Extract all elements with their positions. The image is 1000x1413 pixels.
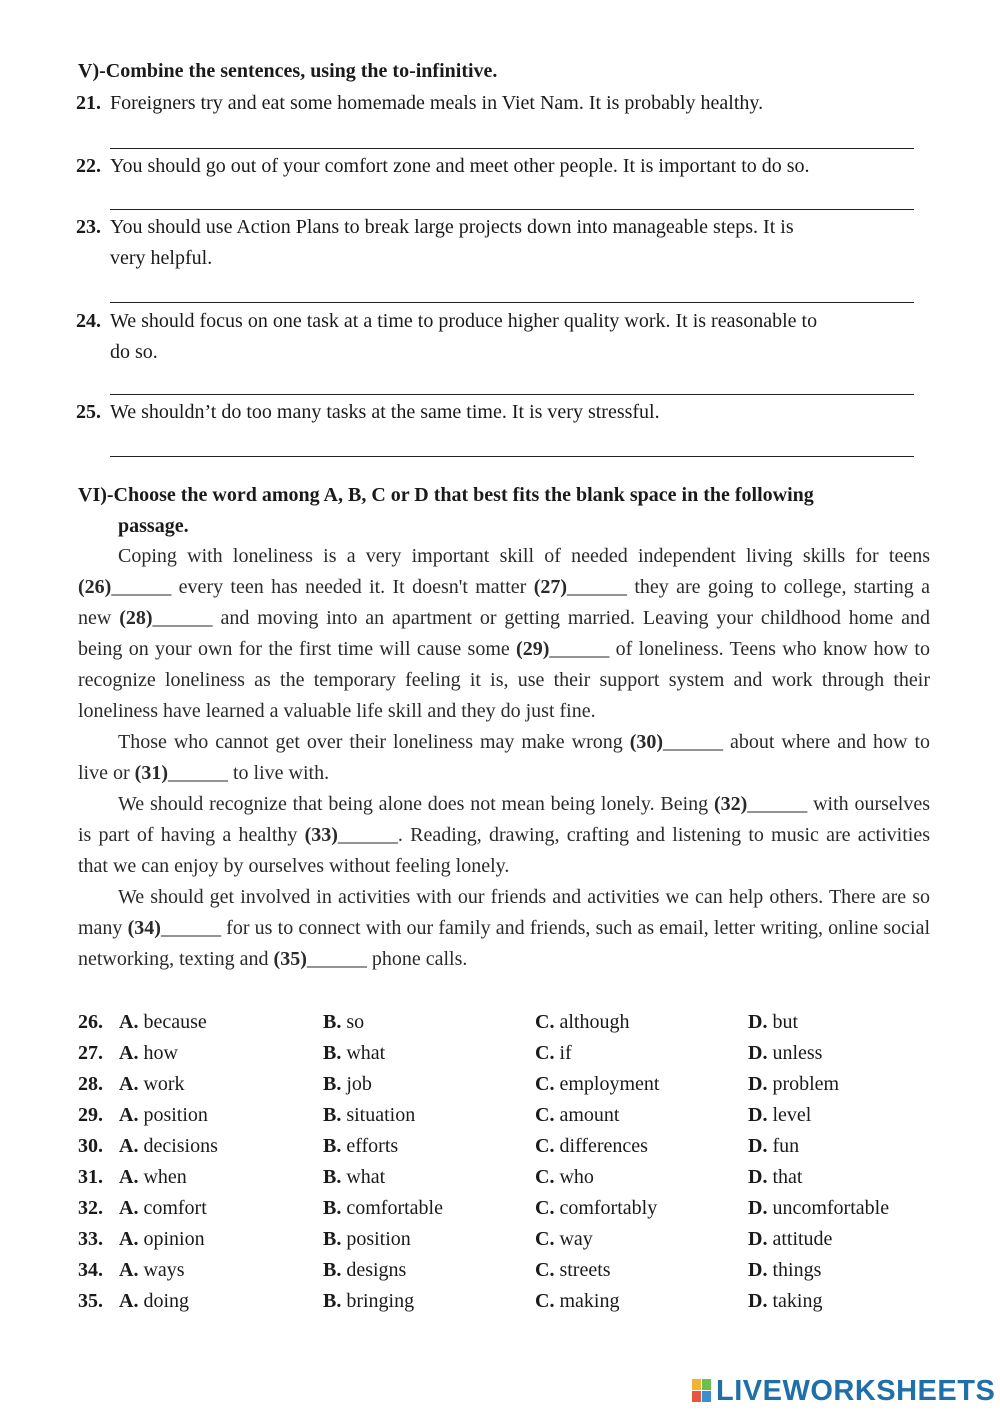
question-number: 24. (76, 310, 101, 332)
answer-input-21[interactable] (110, 124, 914, 149)
blank-26[interactable]: (26) (78, 576, 112, 598)
option-number: 33. (78, 1228, 103, 1250)
option-number: 28. (78, 1073, 103, 1095)
question-text: You should use Action Plans to break large projects down into manageable steps. It is (110, 216, 794, 238)
option-number: 32. (78, 1197, 103, 1219)
option-a[interactable]: A. work (119, 1073, 185, 1095)
option-c[interactable]: C. employment (535, 1073, 660, 1095)
option-a[interactable]: A. because (119, 1011, 207, 1033)
option-b[interactable]: B. efforts (323, 1135, 399, 1157)
option-d[interactable]: D. taking (748, 1290, 823, 1312)
question-24 (76, 306, 932, 368)
option-d[interactable]: D. things (748, 1259, 822, 1281)
section-6-heading-line2: passage. (118, 515, 189, 537)
question-number: 21. (76, 92, 101, 114)
blank-29[interactable]: (29) (516, 638, 550, 660)
option-d[interactable]: D. that (748, 1166, 803, 1188)
passage-paragraph-4: We should get involved in activities with our friends and activities we can help others. There are so many (34)______ for us to connect with our family and friends, such as email, letter writing, online social networking, texting and (35)______ phone calls. (78, 886, 930, 970)
option-d[interactable]: D. level (748, 1104, 812, 1126)
question-25 (76, 397, 932, 428)
section-5-heading: V)-Combine the sentences, using the to-infinitive. (78, 60, 498, 82)
options-row-34 (78, 1259, 938, 1290)
option-number: 35. (78, 1290, 103, 1312)
question-text: Foreigners try and eat some homemade meals in Viet Nam. It is probably healthy. (110, 92, 764, 114)
answer-input-22[interactable] (110, 185, 914, 210)
passage-paragraph-2: Those who cannot get over their loneliness may make wrong (30)______ about where and how to live or (31)______ to live with. (78, 731, 931, 784)
option-a[interactable]: A. doing (119, 1290, 190, 1312)
question-22 (76, 151, 932, 182)
options-row-26 (78, 1011, 938, 1042)
options-row-33 (78, 1228, 938, 1259)
option-a[interactable]: A. decisions (119, 1135, 218, 1157)
option-b[interactable]: B. position (323, 1228, 411, 1250)
option-number: 30. (78, 1135, 103, 1157)
blank-27[interactable]: (27) (533, 576, 568, 598)
option-a[interactable]: A. position (119, 1104, 208, 1126)
options-row-27 (78, 1042, 938, 1073)
question-text-continued: do so. (110, 341, 158, 363)
liveworksheets-logo-text: LIVEWORKSHEETS (716, 1375, 996, 1407)
option-d[interactable]: D. unless (748, 1042, 823, 1064)
option-number: 31. (78, 1166, 103, 1188)
options-row-28 (78, 1073, 938, 1104)
option-d[interactable]: D. problem (748, 1073, 840, 1095)
option-number: 29. (78, 1104, 103, 1126)
question-text: You should go out of your comfort zone and meet other people. It is important to do so. (110, 155, 810, 177)
option-d[interactable]: D. attitude (748, 1228, 833, 1250)
question-23 (76, 212, 932, 274)
option-number: 34. (78, 1259, 103, 1281)
options-row-35 (78, 1290, 938, 1321)
option-b[interactable]: B. comfortable (323, 1197, 443, 1219)
question-text-continued: very helpful. (110, 247, 213, 269)
option-b[interactable]: B. bringing (323, 1290, 415, 1312)
question-number: 25. (76, 401, 101, 423)
question-text: We shouldn’t do too many tasks at the same time. It is very stressful. (110, 401, 660, 423)
option-a[interactable]: A. comfort (119, 1197, 207, 1219)
option-c[interactable]: C. although (535, 1011, 630, 1033)
option-b[interactable]: B. what (323, 1166, 386, 1188)
section-6-heading (78, 480, 930, 542)
options-row-30 (78, 1135, 938, 1166)
option-number: 27. (78, 1042, 103, 1064)
option-d[interactable]: D. but (748, 1011, 799, 1033)
blank-30[interactable]: (30) (629, 731, 664, 753)
option-c[interactable]: C. way (535, 1228, 593, 1250)
option-number: 26. (78, 1011, 103, 1033)
passage-paragraph-1: Coping with loneliness is a very important skill of needed independent living skills for teens (26)______ every teen has needed it. It doesn't matter (27)______ they are going to college, starting a new (28)______ and moving into an apartment or getting married. Leaving your childhood home and being on your own for the first time will cause some (29)______ of loneliness. Teens who know how to recognize loneliness as the temporary feeling it is, use their support system and work through their loneliness have learned a valuable life skill and they do just fine. (78, 545, 931, 722)
liveworksheets-logo-icon (692, 1379, 712, 1403)
blank-35[interactable]: (35) (273, 948, 307, 970)
blank-32[interactable]: (32) (713, 793, 748, 815)
blank-28[interactable]: (28) (119, 607, 153, 629)
options-row-31 (78, 1166, 938, 1197)
option-b[interactable]: B. what (323, 1042, 386, 1064)
question-number: 23. (76, 216, 101, 238)
blank-33[interactable]: (33) (304, 824, 338, 846)
option-c[interactable]: C. who (535, 1166, 594, 1188)
passage-paragraph-3: We should recognize that being alone does not mean being lonely. Being (32)______ with ourselves is part of having a healthy (33)______. Reading, drawing, crafting and listening to music are activities that we can enjoy by ourselves without feeling lonely. (78, 793, 930, 877)
question-21 (76, 88, 932, 119)
answer-input-24[interactable] (110, 370, 914, 395)
option-c[interactable]: C. making (535, 1290, 620, 1312)
liveworksheets-logo (692, 1375, 995, 1408)
options-row-32 (78, 1197, 938, 1228)
answer-input-23[interactable] (110, 278, 914, 303)
reading-passage (78, 541, 930, 975)
blank-31[interactable]: (31) (134, 762, 168, 784)
option-c[interactable]: C. comfortably (535, 1197, 658, 1219)
option-a[interactable]: A. opinion (119, 1228, 205, 1250)
question-number: 22. (76, 155, 101, 177)
option-c[interactable]: C. amount (535, 1104, 620, 1126)
option-a[interactable]: A. when (119, 1166, 187, 1188)
options-row-29 (78, 1104, 938, 1135)
option-d[interactable]: D. uncomfortable (748, 1197, 890, 1219)
section-6-heading-line1: VI)-Choose the word among A, B, C or D that best fits the blank space in the following (78, 484, 814, 506)
option-a[interactable]: A. ways (119, 1259, 185, 1281)
option-c[interactable]: C. differences (535, 1135, 648, 1157)
option-d[interactable]: D. fun (748, 1135, 800, 1157)
option-c[interactable]: C. if (535, 1042, 572, 1064)
question-text: We should focus on one task at a time to produce higher quality work. It is reasonable to (110, 310, 818, 332)
answer-input-25[interactable] (110, 432, 914, 457)
option-b[interactable]: B. job (323, 1073, 372, 1095)
option-b[interactable]: B. situation (323, 1104, 416, 1126)
option-c[interactable]: C. streets (535, 1259, 611, 1281)
blank-34[interactable]: (34) (127, 917, 161, 939)
option-a[interactable]: A. how (119, 1042, 178, 1064)
option-b[interactable]: B. designs (323, 1259, 407, 1281)
option-b[interactable]: B. so (323, 1011, 365, 1033)
